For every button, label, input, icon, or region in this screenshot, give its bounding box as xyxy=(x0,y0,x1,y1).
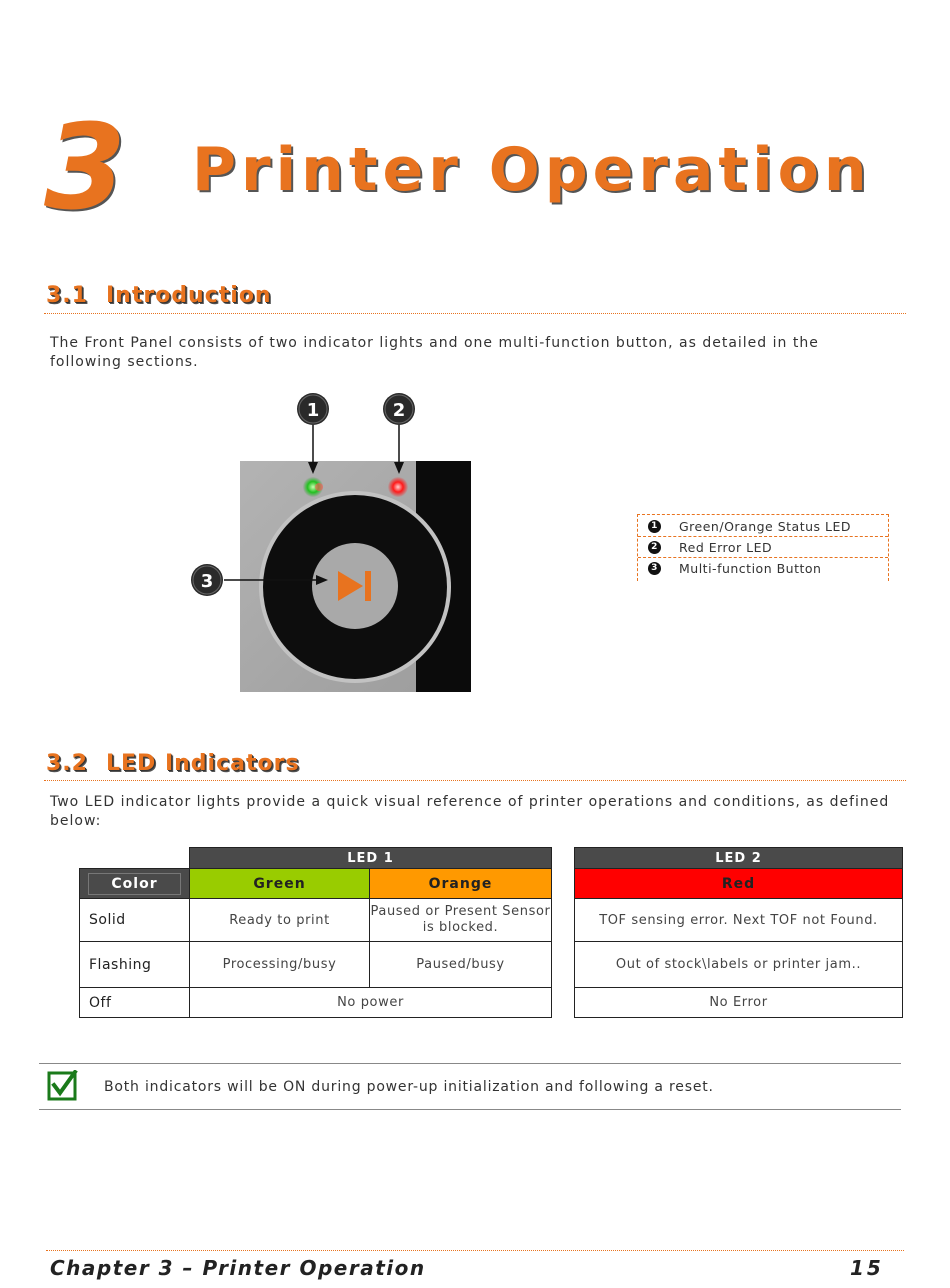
section-number: 3.1 xyxy=(46,283,88,308)
callout-2-number: 2 xyxy=(392,400,406,421)
table-row xyxy=(80,988,552,1018)
section-heading-led-indicators xyxy=(46,753,300,775)
led2-header: LED 2 xyxy=(575,848,903,869)
red-header: Red xyxy=(575,869,903,899)
cell-green-solid: Ready to print xyxy=(190,899,370,942)
cell-red-solid: TOF sensing error. Next TOF not Found. xyxy=(575,899,903,942)
cell-orange-solid: Paused or Present Sensor is blocked. xyxy=(370,899,552,942)
led1-table xyxy=(79,847,552,1018)
footer-chapter-title: Chapter 3 – Printer Operation xyxy=(50,1256,426,1280)
front-panel-illustration xyxy=(180,390,500,700)
section-divider xyxy=(44,313,906,314)
legend-item xyxy=(638,536,888,558)
chapter-number: 3 xyxy=(44,98,125,236)
callout-1-number: 1 xyxy=(306,400,320,421)
orange-header: Orange xyxy=(370,869,552,899)
cell-led1-off: No power xyxy=(190,988,552,1018)
color-header: Color xyxy=(80,869,190,899)
legend-label: Red Error LED xyxy=(679,539,773,555)
page-number: 15 xyxy=(850,1256,884,1280)
led-paragraph: Two LED indicator lights provide a quick visual reference of printer operations and conditions, as defined below: xyxy=(50,794,890,829)
callout-3 xyxy=(191,564,223,596)
table-row xyxy=(575,988,903,1018)
legend-label: Multi-function Button xyxy=(679,560,822,576)
green-header: Green xyxy=(190,869,370,899)
legend-bullet: 1 xyxy=(648,520,661,533)
legend-item xyxy=(638,516,888,536)
note-top-rule xyxy=(39,1063,901,1064)
callout-2 xyxy=(383,393,415,425)
row-label-solid: Solid xyxy=(80,899,190,942)
checkmark-icon xyxy=(47,1070,79,1102)
cell-green-flashing: Processing/busy xyxy=(190,942,370,988)
cell-orange-flashing: Paused/busy xyxy=(370,942,552,988)
note-bottom-rule xyxy=(39,1109,901,1110)
table-row xyxy=(80,942,552,988)
section-title: Introduction xyxy=(105,283,272,308)
legend-bullet: 3 xyxy=(648,562,661,575)
legend-bullet: 2 xyxy=(648,541,661,554)
figure-legend xyxy=(637,514,889,581)
table-row xyxy=(80,899,552,942)
led2-table xyxy=(574,847,903,1018)
section-heading-introduction xyxy=(46,285,272,307)
table-row xyxy=(575,942,903,988)
row-label-off: Off xyxy=(80,988,190,1018)
intro-paragraph: The Front Panel consists of two indicator lights and one multi-function button, as detailed in the following sections. xyxy=(50,335,819,370)
note-text: Both indicators will be ON during power-up initialization and following a reset. xyxy=(104,1079,714,1095)
table-row xyxy=(575,899,903,942)
cell-red-off: No Error xyxy=(575,988,903,1018)
red-error-led xyxy=(388,477,408,497)
footer-divider xyxy=(46,1250,904,1251)
section-divider xyxy=(44,780,906,781)
front-panel-figure xyxy=(180,390,500,700)
callout-1 xyxy=(297,393,329,425)
callout-3-number: 3 xyxy=(200,571,214,592)
section-title: LED Indicators xyxy=(105,751,300,776)
legend-label: Green/Orange Status LED xyxy=(679,518,852,534)
chapter-title: Printer Operation xyxy=(192,135,872,205)
row-label-flashing: Flashing xyxy=(80,942,190,988)
section-number: 3.2 xyxy=(46,751,88,776)
led1-header: LED 1 xyxy=(190,848,552,869)
legend-item xyxy=(638,558,888,578)
table-corner-blank xyxy=(80,848,190,869)
cell-red-flashing: Out of stock\labels or printer jam.. xyxy=(575,942,903,988)
